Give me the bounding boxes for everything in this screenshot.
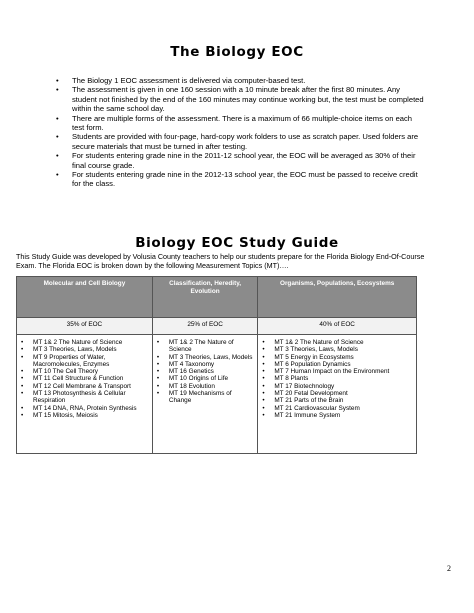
list-item: • MT 14 DNA, RNA, Protein Synthesis bbox=[21, 405, 150, 412]
list-item: • MT 7 Human Impact on the Environment bbox=[262, 368, 414, 375]
list-item: • There are multiple forms of the assessment. There is a maximum of 66 multiple-choice items on each test form. bbox=[56, 114, 426, 133]
topic-cell bbox=[152, 335, 257, 454]
column-header: Classification, Heredity, Evolution bbox=[152, 277, 257, 318]
list-item: • MT 9 Properties of Water, Macromolecules, Enzymes bbox=[21, 354, 150, 369]
list-item: • MT 3 Theories, Laws, Models bbox=[262, 346, 414, 353]
list-item: • MT 20 Fetal Development bbox=[262, 390, 414, 397]
list-item: • MT 21 Parts of the Brain bbox=[262, 397, 414, 404]
list-item: • MT 13 Photosynthesis & Cellular Respiration bbox=[21, 390, 150, 405]
list-item: • MT 21 Immune System bbox=[262, 412, 414, 419]
list-item: • MT 1& 2 The Nature of Science bbox=[157, 339, 255, 354]
list-item: • For students entering grade nine in the 2012-13 school year, the EOC must be passed to receive credit for the class. bbox=[56, 170, 426, 189]
measurement-topics-table bbox=[16, 276, 417, 454]
topic-cell bbox=[17, 335, 153, 454]
list-item: • For students entering grade nine in the 2011-12 school year, the EOC will be averaged as 30% of their final course grade. bbox=[56, 151, 426, 170]
list-item: • MT 18 Evolution bbox=[157, 383, 255, 390]
list-item: • MT 12 Cell Membrane & Transport bbox=[21, 383, 150, 390]
intro-paragraph: This Study Guide was developed by Volusia County teachers to help our students prepare for the Florida Biology End-Of-Course Exam. The Florida EOC is broken down by the following Measurement Topics (MT)…. bbox=[16, 252, 425, 270]
column-header: Molecular and Cell Biology bbox=[17, 277, 153, 318]
list-item: • MT 19 Mechanisms of Change bbox=[157, 390, 255, 405]
list-item: • Students are provided with four-page, hard-copy work folders to use as scratch paper. Used folders are secure materials that must be turned in after testing. bbox=[56, 132, 426, 151]
page-title: The Biology EOC bbox=[170, 44, 304, 60]
list-item: • MT 3 Theories, Laws, Models bbox=[157, 354, 255, 361]
list-item: • The Biology 1 EOC assessment is delivered via computer-based test. bbox=[56, 76, 426, 85]
list-item: • MT 1& 2 The Nature of Science bbox=[21, 339, 150, 346]
list-item: • MT 8 Plants bbox=[262, 375, 414, 382]
list-item: • MT 11 Cell Structure & Function bbox=[21, 375, 150, 382]
eoc-facts-list bbox=[56, 76, 426, 189]
list-item: • MT 17 Biotechnology bbox=[262, 383, 414, 390]
list-item: • MT 21 Cardiovascular System bbox=[262, 405, 414, 412]
percent-cell: 25% of EOC bbox=[152, 318, 257, 335]
column-header: Organisms, Populations, Ecosystems bbox=[258, 277, 417, 318]
list-item: • MT 15 Mitosis, Meiosis bbox=[21, 412, 150, 419]
list-item: • MT 3 Theories, Laws, Models bbox=[21, 346, 150, 353]
list-item: • MT 10 The Cell Theory bbox=[21, 368, 150, 375]
percent-cell: 40% of EOC bbox=[258, 318, 417, 335]
page-number: 2 bbox=[447, 564, 451, 573]
list-item: • MT 10 Origins of Life bbox=[157, 375, 255, 382]
list-item: • The assessment is given in one 160 session with a 10 minute break after the first 80 minutes. Any student not finished by the end of the 160 minutes may continue working but, the test must be completed within the same school day. bbox=[56, 85, 426, 113]
list-item: • MT 4 Taxonomy bbox=[157, 361, 255, 368]
list-item: • MT 1& 2 The Nature of Science bbox=[262, 339, 414, 346]
percent-cell: 35% of EOC bbox=[17, 318, 153, 335]
list-item: • MT 16 Genetics bbox=[157, 368, 255, 375]
study-guide-title: Biology EOC Study Guide bbox=[135, 235, 339, 251]
list-item: • MT 6 Population Dynamics bbox=[262, 361, 414, 368]
list-item: • MT 5 Energy in Ecosystems bbox=[262, 354, 414, 361]
topic-cell bbox=[258, 335, 417, 454]
